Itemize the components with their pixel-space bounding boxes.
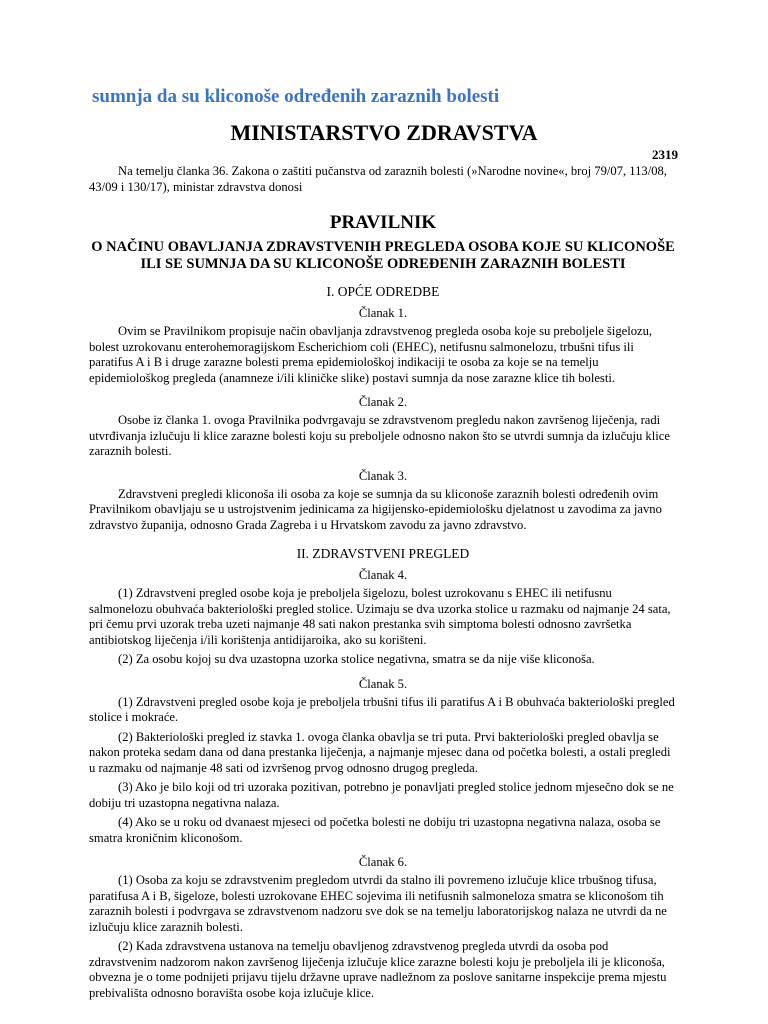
article-paragraph: (1) Osoba za koju se zdravstvenim pregledom utvrdi da stalno ili povremeno izlučuje klice trbušnog tifusa, paratifusa A i B, šigeloze, bolesti uzrokovane EHEC sojevima ili netifusnih salmoneloza smatra se kliconošom tih zaraznih bolesti i podvrgava se zdravstvenom nadzoru sve dok se na temelju laboratorijskog nalaza ne utvrdi da ne izlučuju klice zaraznih bolesti. — [89, 873, 667, 934]
article-paragraph: (2) Bakteriološki pregled iz stavka 1. ovoga članka obavlja se tri puta. Prvi bakteriološki pregled obavlja se nakon proteka sedam dana od dana prestanka liječenja, a najmanje mjesec dana od početka bolesti, a ostali pregledi u razmaku od najmanje 48 sati od izvršenog prvog odnosno drugog pregleda. — [89, 729, 671, 775]
article-title: Članak 6. — [358, 855, 408, 869]
regulation-title: PRAVILNIK — [329, 212, 437, 233]
document-number: 2319 — [652, 147, 678, 162]
article-paragraph: (1) Zdravstveni pregled osobe koja je preboljela šigelozu, bolest uzrokovanu s EHEC ili netifusnu salmonelozu obuhvaća bakteriološki pregled stolice. Uzimaju se dva uzorka stolice u razmaku od najmanje 24 sata, pri čemu prvi uzorak treba uzeti najmanje 48 sati nakon prestanka svih simptoma bolesti odnosno završetka antibiotskog liječenja i/ili korištenja antidijaroika, ako su korišteni. — [89, 586, 671, 647]
section-heading: I. OPĆE ODREDBE — [326, 284, 440, 299]
article-title: Članak 2. — [358, 395, 408, 409]
document-heading-link[interactable]: sumnja da su kliconoše određenih zaraznih bolesti — [92, 86, 500, 107]
section-heading: II. ZDRAVSTVENI PREGLED — [296, 546, 470, 561]
article-paragraph: Osobe iz članka 1. ovoga Pravilnika podvrgavaju se zdravstvenom pregledu nakon završenog liječenja, radi utvrđivanja izlučuju li klice zarazne bolesti koju su preboljele odnosno nakon što se utvrdi sumnja da izlučuju klice zaraznih bolesti. — [89, 413, 670, 458]
article-paragraph: Ovim se Pravilnikom propisuje način obavljanja zdravstvenog pregleda osoba koje su preboljele šigelozu, bolest uzrokovanu enterohemoragijskom Escherichiom coli (EHEC), netifusnu salmonelozu, trbušni tifus ili paratifus A i B i druge zarazne bolesti prema epidemiološkoj indikaciji te osoba za koje se na temelju epidemiološkog pregleda (anamneze i/ili kliničke slike) postavi sumnja da nose zarazne klice tih bolesti. — [89, 324, 653, 385]
article-paragraph: (4) Ako se u roku od dvanaest mjeseci od početka bolesti ne dobiju tri uzastopna negativna nalaza, osoba se smatra kroničnim kliconošom. — [89, 815, 661, 845]
regulation-subtitle: O NAČINU OBAVLJANJA ZDRAVSTVENIH PREGLEDA OSOBA KOJE SU KLICONOŠE ILI SE SUMNJA DA SU KLICONOŠE ODREĐENIH ZARAZNIH BOLESTI — [91, 239, 675, 272]
article-title: Članak 1. — [358, 306, 408, 320]
article-title: Članak 3. — [358, 468, 408, 483]
article-paragraph: (3) Ako je bilo koji od tri uzoraka pozitivan, potrebno je ponavljati pregled stolice jednom mjesečno dok se ne dobiju tri uzastopna negativna nalaza. — [89, 780, 674, 810]
document-body — [89, 160, 677, 1001]
article-paragraph: (2) Za osobu kojoj su dva uzastopna uzorka stolice negativna, smatra se da nije više kliconoša. — [118, 652, 595, 666]
article-title: Članak 4. — [358, 568, 408, 582]
article-paragraph: (1) Zdravstveni pregled osobe koja je preboljela trbušni tifus ili paratifus A i B obuhvaća bakteriološki pregled stolice i mokraće. — [89, 694, 675, 724]
intro-paragraph: Na temelju članka 36. Zakona o zaštiti pučanstva od zaraznih bolesti (»Narodne novine«, broj 79/07, 113/08, 43/09 i 130/17), ministar zdravstva donosi — [89, 164, 667, 194]
article-paragraph: (2) Kada zdravstvena ustanova na temelju obavljenog zdravstvenog pregleda utvrdi da osoba pod zdravstvenim nadzorom nakon završenog liječenja izlučuje klice zarazne bolesti koju je preboljela ili je kliconoša, obvezna je o tome podnijeti prijavu tijelu državne uprave nadležnom za poslove sanitarne inspekcije prema mjestu prebivališta odnosno boravišta osobe koja izlučuje klice. — [89, 939, 667, 1000]
ministry-title: MINISTARSTVO ZDRAVSTVA — [230, 120, 538, 145]
article-paragraph: Zdravstveni pregledi kliconoša ili osoba za koje se sumnja da su kliconoše zaraznih bolesti određenih ovim Pravilnikom obavljaju se u ustrojstvenim jedinicama za higijensko-epidemiološku djelatnost u zavodima za javno zdravstvo županija, odnosno Grada Zagreba i u Hrvatskom zavodu za javno zdravstvo. — [89, 486, 662, 532]
article-title: Članak 5. — [358, 676, 408, 691]
